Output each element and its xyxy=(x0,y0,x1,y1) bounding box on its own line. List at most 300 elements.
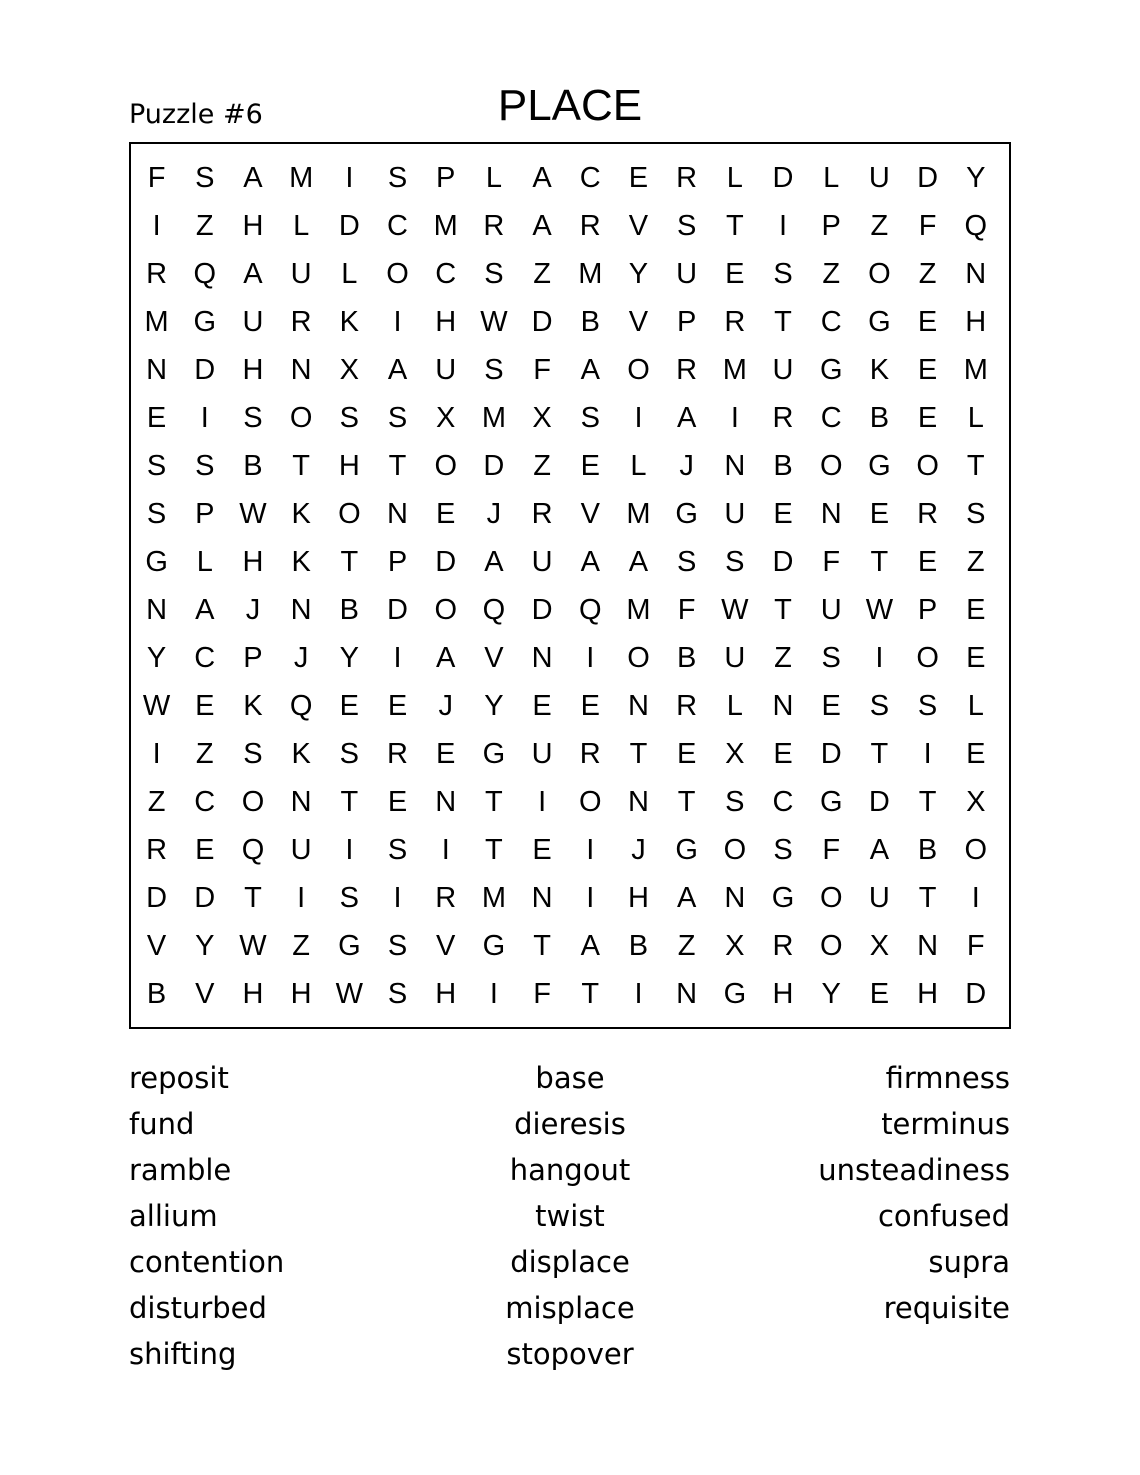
grid-letter: F xyxy=(533,354,551,386)
grid-letter: T xyxy=(533,930,551,962)
grid-letter: E xyxy=(676,738,697,770)
grid-letter: L xyxy=(196,546,213,578)
word-search-grid-frame xyxy=(129,142,1011,1029)
grid-letter: E xyxy=(195,690,215,722)
grid-letter: O xyxy=(434,594,457,626)
grid-letter: F xyxy=(918,210,937,242)
grid-row xyxy=(131,442,1009,490)
grid-letter: S xyxy=(387,834,408,866)
grid-letter: K xyxy=(291,738,311,770)
grid-letter: I xyxy=(730,402,739,434)
grid-letter: A xyxy=(436,642,456,674)
grid-letter: M xyxy=(289,162,314,194)
grid-letter: D xyxy=(483,450,505,482)
grid-letter: L xyxy=(967,402,984,434)
grid-letter: S xyxy=(580,402,600,434)
grid-letter: Q xyxy=(964,210,988,242)
grid-letter: G xyxy=(338,930,361,962)
grid-letter: J xyxy=(245,594,261,626)
grid-letter: Z xyxy=(533,450,551,482)
grid-letter: I xyxy=(393,882,402,914)
grid-letter: C xyxy=(387,210,408,242)
grid-letter: O xyxy=(579,786,602,818)
grid-letter: D xyxy=(194,354,216,386)
grid-letter: H xyxy=(242,210,264,242)
grid-letter: H xyxy=(965,306,987,338)
grid-letter: A xyxy=(484,546,504,578)
grid-letter: D xyxy=(531,594,553,626)
grid-letter: Z xyxy=(774,642,792,674)
grid-letter: O xyxy=(868,258,891,290)
grid-letter: I xyxy=(297,882,306,914)
grid-letter: N xyxy=(146,594,168,626)
grid-letter: E xyxy=(917,354,938,386)
grid-letter: N xyxy=(772,690,794,722)
grid-letter: S xyxy=(387,162,408,194)
grid-row xyxy=(131,250,1009,298)
word-list-item: misplace xyxy=(505,1291,635,1325)
grid-letter: O xyxy=(627,642,650,674)
grid-letter: G xyxy=(771,882,795,914)
grid-letter: L xyxy=(726,690,743,722)
grid-letter: S xyxy=(195,162,215,194)
grid-letter: S xyxy=(725,546,745,578)
grid-letter: U xyxy=(820,594,842,626)
grid-letter: E xyxy=(917,402,938,434)
grid-letter: T xyxy=(870,546,889,578)
grid-letter: R xyxy=(772,930,794,962)
grid-letter: U xyxy=(290,834,312,866)
grid-letter: Z xyxy=(870,210,889,242)
grid-letter: O xyxy=(819,930,843,962)
grid-letter: I xyxy=(586,882,595,914)
grid-letter: G xyxy=(868,450,891,482)
grid-letter: A xyxy=(628,546,649,578)
grid-row xyxy=(131,682,1009,730)
grid-letter: S xyxy=(484,354,504,386)
grid-letter: Z xyxy=(292,930,311,962)
grid-letter: G xyxy=(723,978,747,1010)
grid-letter: A xyxy=(580,546,600,578)
grid-letter: N xyxy=(676,978,698,1010)
grid-letter: E xyxy=(966,738,986,770)
grid-letter: T xyxy=(774,306,792,338)
grid-letter: C xyxy=(194,786,216,818)
grid-letter: L xyxy=(823,162,840,194)
grid-letter: D xyxy=(435,546,457,578)
grid-letter: S xyxy=(821,642,841,674)
grid-letter: A xyxy=(532,162,552,194)
grid-letter: V xyxy=(195,978,215,1010)
grid-row xyxy=(131,634,1009,682)
grid-letter: S xyxy=(773,834,793,866)
word-list-item: confused xyxy=(877,1199,1010,1233)
grid-letter: T xyxy=(485,834,503,866)
grid-row xyxy=(131,970,1009,1018)
grid-letter: R xyxy=(676,162,698,194)
grid-letter: R xyxy=(146,834,168,866)
grid-letter: T xyxy=(918,786,937,818)
grid-letter: Y xyxy=(628,258,649,290)
grid-letter: I xyxy=(345,162,354,194)
grid-row xyxy=(131,490,1009,538)
word-list-item: contention xyxy=(129,1245,285,1279)
grid-letter: X xyxy=(532,402,552,434)
puzzle-label: Puzzle #6 xyxy=(129,99,263,130)
grid-letter: E xyxy=(966,642,986,674)
grid-letter: T xyxy=(340,786,359,818)
grid-letter: D xyxy=(965,978,987,1010)
grid-letter: X xyxy=(339,354,360,386)
grid-letter: G xyxy=(675,498,698,530)
grid-letter: W xyxy=(239,930,267,962)
grid-letter: R xyxy=(290,306,312,338)
grid-letter: O xyxy=(289,402,313,434)
grid-letter: L xyxy=(341,258,358,290)
grid-row xyxy=(131,202,1009,250)
grid-letter: M xyxy=(433,210,458,242)
grid-letter: P xyxy=(195,498,215,530)
grid-letter: I xyxy=(779,210,788,242)
grid-letter: M xyxy=(722,354,747,386)
grid-letter: M xyxy=(963,354,988,386)
grid-letter: S xyxy=(243,738,263,770)
word-list-item: supra xyxy=(928,1245,1010,1279)
grid-letter: J xyxy=(293,642,309,674)
grid-row xyxy=(131,874,1009,922)
grid-letter: Y xyxy=(339,642,360,674)
grid-letter: X xyxy=(436,402,456,434)
grid-letter: E xyxy=(773,498,793,530)
grid-letter: W xyxy=(239,498,267,530)
grid-row xyxy=(131,778,1009,826)
grid-letter: T xyxy=(292,450,311,482)
grid-letter: R xyxy=(531,498,553,530)
word-search-grid xyxy=(131,154,1009,1018)
grid-letter: S xyxy=(387,978,408,1010)
grid-letter: Y xyxy=(146,642,167,674)
grid-letter: O xyxy=(819,882,843,914)
grid-letter: Q xyxy=(482,594,506,626)
grid-letter: M xyxy=(481,402,506,434)
grid-letter: T xyxy=(677,786,696,818)
grid-letter: K xyxy=(339,306,360,338)
grid-row xyxy=(131,154,1009,202)
grid-letter: H xyxy=(435,306,457,338)
grid-letter: I xyxy=(586,834,595,866)
grid-letter: R xyxy=(917,498,939,530)
grid-letter: F xyxy=(822,546,841,578)
grid-letter: U xyxy=(435,354,457,386)
grid-letter: S xyxy=(146,450,167,482)
grid-row xyxy=(131,826,1009,874)
word-list-right-column xyxy=(710,1055,1010,1331)
grid-letter: T xyxy=(581,978,600,1010)
grid-letter: P xyxy=(821,210,841,242)
grid-letter: I xyxy=(152,210,161,242)
grid-letter: M xyxy=(578,258,603,290)
grid-letter: O xyxy=(916,642,939,674)
word-list-item: fund xyxy=(129,1107,195,1141)
word-list-middle-column xyxy=(420,1055,720,1377)
word-list-item: base xyxy=(535,1061,605,1095)
grid-letter: M xyxy=(626,498,651,530)
grid-letter: D xyxy=(146,882,168,914)
grid-letter: T xyxy=(485,786,503,818)
grid-letter: I xyxy=(393,306,402,338)
grid-letter: B xyxy=(146,978,167,1010)
grid-letter: E xyxy=(387,690,408,722)
grid-letter: T xyxy=(870,738,889,770)
word-list-item: terminus xyxy=(881,1107,1010,1141)
grid-letter: O xyxy=(964,834,988,866)
grid-letter: U xyxy=(868,162,890,194)
grid-letter: A xyxy=(387,354,408,386)
grid-letter: S xyxy=(676,546,697,578)
word-list-left-column xyxy=(129,1055,429,1377)
grid-letter: P xyxy=(676,306,697,338)
grid-letter: K xyxy=(291,546,311,578)
grid-letter: R xyxy=(483,210,505,242)
grid-letter: F xyxy=(147,162,166,194)
grid-row xyxy=(131,730,1009,778)
grid-letter: N xyxy=(724,450,746,482)
grid-letter: I xyxy=(634,978,643,1010)
grid-letter: H xyxy=(772,978,794,1010)
grid-letter: N xyxy=(531,882,553,914)
grid-letter: R xyxy=(724,306,746,338)
grid-letter: R xyxy=(579,210,601,242)
grid-letter: N xyxy=(820,498,842,530)
grid-letter: S xyxy=(243,402,263,434)
grid-letter: O xyxy=(434,450,457,482)
grid-letter: V xyxy=(580,498,600,530)
grid-letter: O xyxy=(723,834,747,866)
grid-letter: B xyxy=(869,402,890,434)
grid-letter: K xyxy=(869,354,890,386)
grid-letter: Z xyxy=(677,930,696,962)
grid-letter: V xyxy=(628,306,649,338)
grid-letter: N xyxy=(627,690,649,722)
grid-letter: T xyxy=(966,450,985,482)
grid-letter: U xyxy=(868,882,890,914)
grid-letter: W xyxy=(335,978,364,1010)
grid-letter: P xyxy=(917,594,938,626)
grid-letter: D xyxy=(917,162,939,194)
grid-letter: B xyxy=(243,450,263,482)
grid-letter: D xyxy=(820,738,842,770)
word-list-item: stopover xyxy=(506,1337,634,1371)
grid-letter: D xyxy=(772,162,794,194)
grid-letter: I xyxy=(875,642,884,674)
grid-letter: X xyxy=(966,786,986,818)
grid-letter: D xyxy=(194,882,216,914)
grid-letter: D xyxy=(387,594,408,626)
grid-letter: Y xyxy=(821,978,841,1010)
grid-letter: I xyxy=(200,402,209,434)
grid-letter: E xyxy=(917,306,938,338)
grid-letter: F xyxy=(966,930,985,962)
grid-letter: E xyxy=(917,546,938,578)
grid-letter: C xyxy=(820,402,842,434)
grid-row xyxy=(131,586,1009,634)
grid-letter: I xyxy=(152,738,161,770)
grid-letter: C xyxy=(820,306,842,338)
grid-letter: A xyxy=(195,594,215,626)
grid-letter: J xyxy=(486,498,502,530)
grid-letter: N xyxy=(387,498,408,530)
grid-letter: U xyxy=(772,354,794,386)
word-list-item: allium xyxy=(129,1199,218,1233)
grid-letter: O xyxy=(241,786,265,818)
grid-letter: X xyxy=(725,930,745,962)
grid-letter: U xyxy=(531,546,553,578)
grid-letter: U xyxy=(676,258,698,290)
grid-row xyxy=(131,394,1009,442)
grid-letter: E xyxy=(146,402,167,434)
grid-letter: Z xyxy=(195,210,214,242)
grid-letter: E xyxy=(580,450,600,482)
grid-letter: G xyxy=(868,306,891,338)
grid-row xyxy=(131,298,1009,346)
grid-letter: N xyxy=(724,882,746,914)
grid-letter: N xyxy=(965,258,987,290)
grid-letter: S xyxy=(869,690,890,722)
grid-letter: H xyxy=(242,978,264,1010)
grid-letter: G xyxy=(482,738,506,770)
word-list-item: disturbed xyxy=(129,1291,267,1325)
grid-letter: Q xyxy=(241,834,265,866)
grid-letter: A xyxy=(532,210,552,242)
grid-letter: S xyxy=(387,930,408,962)
word-list-item: twist xyxy=(535,1199,605,1233)
grid-letter: X xyxy=(869,930,890,962)
grid-row xyxy=(131,346,1009,394)
grid-letter: Y xyxy=(484,690,504,722)
grid-letter: I xyxy=(538,786,547,818)
grid-letter: Z xyxy=(533,258,551,290)
grid-letter: I xyxy=(489,978,498,1010)
word-list-item: reposit xyxy=(129,1061,229,1095)
grid-letter: N xyxy=(627,786,649,818)
grid-letter: L xyxy=(293,210,310,242)
grid-letter: N xyxy=(290,786,312,818)
grid-letter: H xyxy=(242,354,264,386)
grid-letter: U xyxy=(531,738,553,770)
grid-letter: M xyxy=(626,594,651,626)
grid-letter: S xyxy=(339,738,360,770)
grid-letter: D xyxy=(531,306,553,338)
grid-letter: L xyxy=(485,162,502,194)
grid-letter: W xyxy=(721,594,749,626)
grid-letter: T xyxy=(388,450,407,482)
grid-letter: F xyxy=(677,594,696,626)
grid-letter: E xyxy=(532,690,552,722)
grid-letter: R xyxy=(676,354,698,386)
grid-letter: N xyxy=(435,786,457,818)
grid-letter: S xyxy=(195,450,215,482)
grid-letter: G xyxy=(145,546,168,578)
grid-letter: S xyxy=(484,258,504,290)
grid-letter: P xyxy=(436,162,456,194)
grid-letter: V xyxy=(146,930,167,962)
grid-letter: E xyxy=(869,978,890,1010)
grid-letter: Z xyxy=(195,738,214,770)
word-list-item: unsteadiness xyxy=(818,1153,1010,1187)
grid-letter: Q xyxy=(193,258,217,290)
grid-letter: L xyxy=(967,690,984,722)
grid-letter: V xyxy=(484,642,504,674)
grid-letter: R xyxy=(387,738,408,770)
grid-letter: G xyxy=(675,834,698,866)
grid-letter: J xyxy=(631,834,646,866)
grid-letter: Z xyxy=(147,786,166,818)
grid-letter: G xyxy=(482,930,506,962)
grid-letter: I xyxy=(634,402,643,434)
grid-letter: S xyxy=(387,402,408,434)
grid-letter: N xyxy=(290,354,312,386)
grid-letter: S xyxy=(773,258,793,290)
grid-letter: P xyxy=(387,546,408,578)
grid-letter: I xyxy=(345,834,354,866)
grid-letter: S xyxy=(146,498,167,530)
grid-letter: D xyxy=(868,786,890,818)
grid-letter: H xyxy=(627,882,649,914)
grid-letter: A xyxy=(869,834,890,866)
grid-letter: U xyxy=(724,498,746,530)
grid-letter: P xyxy=(243,642,263,674)
grid-letter: C xyxy=(194,642,216,674)
grid-letter: A xyxy=(580,354,600,386)
grid-letter: S xyxy=(676,210,697,242)
grid-letter: V xyxy=(628,210,649,242)
word-list-item: shifting xyxy=(129,1337,237,1371)
grid-letter: H xyxy=(242,546,264,578)
grid-letter: G xyxy=(819,354,843,386)
word-list-item: requisite xyxy=(883,1291,1010,1325)
grid-letter: Q xyxy=(289,690,313,722)
grid-letter: W xyxy=(142,690,171,722)
grid-letter: G xyxy=(193,306,217,338)
grid-letter: G xyxy=(819,786,843,818)
grid-letter: O xyxy=(386,258,409,290)
grid-letter: E xyxy=(725,258,745,290)
grid-letter: E xyxy=(532,834,552,866)
grid-letter: D xyxy=(338,210,360,242)
grid-letter: Z xyxy=(822,258,841,290)
grid-letter: R xyxy=(676,690,698,722)
grid-letter: S xyxy=(339,402,360,434)
grid-letter: M xyxy=(144,306,169,338)
grid-letter: O xyxy=(338,498,361,530)
grid-letter: R xyxy=(435,882,457,914)
grid-letter: B xyxy=(917,834,938,866)
grid-letter: Z xyxy=(918,258,937,290)
grid-letter: B xyxy=(628,930,649,962)
grid-letter: E xyxy=(436,498,456,530)
grid-letter: C xyxy=(435,258,457,290)
grid-letter: I xyxy=(923,738,932,770)
grid-letter: T xyxy=(725,210,744,242)
grid-letter: A xyxy=(676,402,697,434)
grid-letter: J xyxy=(679,450,694,482)
grid-letter: K xyxy=(243,690,263,722)
grid-letter: O xyxy=(819,450,843,482)
grid-letter: X xyxy=(725,738,745,770)
grid-letter: L xyxy=(630,450,647,482)
grid-row xyxy=(131,922,1009,970)
grid-letter: E xyxy=(869,498,890,530)
